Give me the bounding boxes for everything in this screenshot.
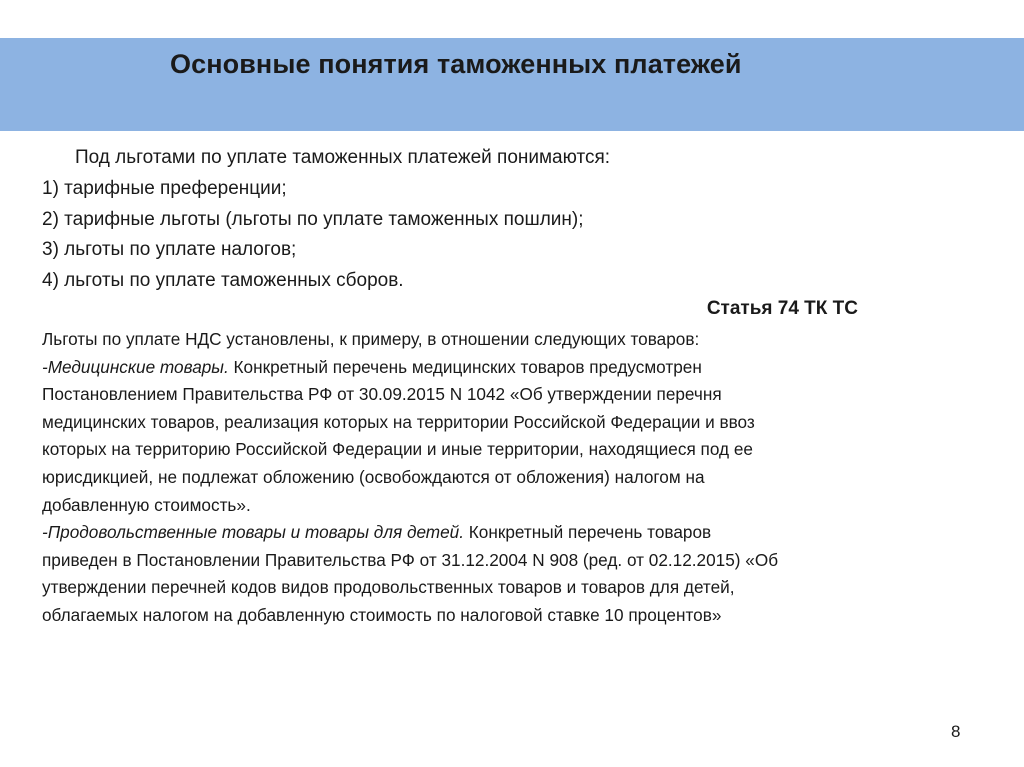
- medical-goods-line: юрисдикцией, не подлежат обложению (освобождаются от обложения) налогом на: [42, 466, 705, 487]
- page-number: 8: [951, 722, 961, 741]
- vat-lead-paragraph: [42, 326, 982, 354]
- benefits-intro: [42, 143, 982, 297]
- benefits-list: [42, 174, 982, 297]
- food-goods-label: -Продовольственные товары и товары для детей.: [42, 522, 465, 543]
- medical-goods-line: медицинских товаров, реализация которых на территории Российской Федерации и ввоз: [42, 411, 755, 432]
- medical-goods-line: Постановлением Правительства РФ от 30.09.2015 N 1042 «Об утверждении перечня: [42, 384, 722, 405]
- slide-title: Основные понятия таможенных платежей: [170, 49, 742, 79]
- food-goods-line: утверждении перечней кодов видов продовольственных товаров и товаров для детей,: [42, 577, 735, 598]
- medical-goods-paragraph: [42, 354, 982, 520]
- food-goods-line: приведен в Постановлении Правительства РФ от 31.12.2004 N 908 (ред. от 02.12.2015) «Об: [42, 549, 779, 570]
- medical-goods-line: которых на территорию Российской Федерации и иные территории, находящиеся под ее: [42, 439, 753, 460]
- list-item: 2) тарифные льготы (льготы по уплате таможенных пошлин);: [42, 208, 584, 230]
- medical-goods-line: добавленную стоимость».: [42, 494, 251, 515]
- food-goods-line: облагаемых налогом на добавленную стоимость по налоговой ставке 10 процентов»: [42, 604, 722, 625]
- food-goods-line: [42, 519, 982, 547]
- medical-goods-text: Конкретный перечень медицинских товаров предусмотрен: [228, 356, 702, 377]
- food-goods-paragraph: [42, 519, 982, 629]
- list-item: 3) льготы по уплате налогов;: [42, 239, 297, 261]
- list-item: 1) тарифные преференции;: [42, 177, 287, 199]
- vat-lead: Льготы по уплате НДС установлены, к примеру, в отношении следующих товаров:: [42, 329, 700, 349]
- list-item: 4) льготы по уплате таможенных сборов.: [42, 270, 404, 292]
- vat-benefits-detail: [42, 326, 982, 630]
- medical-goods-line: [42, 354, 982, 382]
- medical-goods-label: -Медицинские товары.: [42, 356, 229, 377]
- article-reference: Статья 74 ТК ТС: [706, 298, 858, 319]
- benefits-lead: Под льготами по уплате таможенных платежей понимаются:: [75, 147, 611, 168]
- food-goods-text: Конкретный перечень товаров: [464, 522, 712, 543]
